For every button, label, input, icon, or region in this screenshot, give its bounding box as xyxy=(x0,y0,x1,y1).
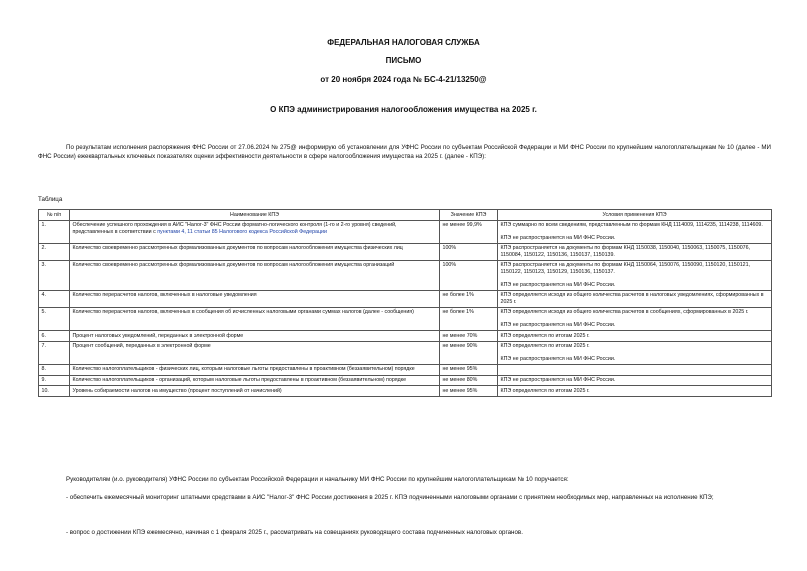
row-number: 4. xyxy=(39,290,70,307)
kpe-name xyxy=(70,331,440,342)
row-number: 1. xyxy=(39,220,70,243)
instruction-2 xyxy=(38,529,771,538)
doc-number: от 20 ноября 2024 года № БС-4-21/13250@ xyxy=(320,75,487,84)
kpe-conditions xyxy=(498,386,772,397)
condition-note: КПЭ не распространяется на МИ ФНС России. xyxy=(500,322,616,329)
kpe-value: не менее 99,9% xyxy=(440,220,498,243)
kpe-name xyxy=(70,375,440,386)
col-header-value: Значение КПЭ xyxy=(440,210,498,221)
kpe-name-text: Количество своевременно рассмотренных формализованных документов по вопросам налогообложения имущества организаций xyxy=(72,262,395,269)
kpe-name-text: Уровень собираемости налогов на имущество (процент поступлений от начислений) xyxy=(72,387,282,394)
kpe-conditions xyxy=(498,260,772,290)
kpe-name xyxy=(70,341,440,364)
kpe-name-text: Процент сообщений, переданных в электронной форме xyxy=(72,343,211,350)
condition-text: КПЭ суммарно по всем сведениям, представленным по формам КНД 1114009, 1114235, 1114238, 1114609. xyxy=(500,222,763,229)
kpe-name xyxy=(70,220,440,243)
row-number: 8. xyxy=(39,364,70,375)
col-header-num: № п/п xyxy=(39,210,70,221)
condition-note: КПЭ не распространяется на МИ ФНС России. xyxy=(500,234,616,241)
kpe-value: 100% xyxy=(440,260,498,290)
col-header-name: Наименование КПЭ xyxy=(70,210,440,221)
table-body xyxy=(39,220,772,396)
table-row xyxy=(39,386,772,397)
kpe-name xyxy=(70,307,440,330)
kpe-name-text: Количество перерасчетов налогов, включенных в сообщения об исчисленных налоговыми органами суммах налогов (далее - сообщения) xyxy=(72,309,414,316)
intro-paragraph xyxy=(38,144,771,161)
kpe-name-text: Количество перерасчетов налогов, включенных в налоговые уведомления xyxy=(72,292,257,299)
kpe-table xyxy=(38,209,772,397)
kpe-conditions xyxy=(498,243,772,260)
kpe-name-text: Процент налоговых уведомлений, переданных в электронной форме xyxy=(72,332,244,339)
kpe-name-text: Обеспечение успешного прохождения в АИС "Налог-3" ФНС России форматно-логического контроля (1-го и 2-го уровня) сведений, представленных в соответствии с xyxy=(72,222,397,235)
doc-subject: О КПЭ администрирования налогообложения имущества на 2025 г. xyxy=(270,105,537,114)
instruction-1-text: - обеспечить ежемесячный мониторинг штатными средствами в АИС "Налог-3" ФНС России достижения в 2025 г. КПЭ подчиненными налоговыми органами с принятием необходимых мер, направленных на исполнение КПЭ; xyxy=(66,494,714,501)
kpe-name xyxy=(70,290,440,307)
condition-note: КПЭ не распространяется на МИ ФНС России. xyxy=(500,281,616,288)
table-header-row xyxy=(39,210,772,221)
condition-note: КПЭ не распространяется на МИ ФНС России. xyxy=(500,355,616,362)
kpe-name xyxy=(70,386,440,397)
kpe-value: 100% xyxy=(440,243,498,260)
row-number: 9. xyxy=(39,375,70,386)
closing-text: Руководителям (и.о. руководителя) УФНС России по субъектам Российской Федерации и начальнику МИ ФНС России по крупнейшим налогоплательщикам № 10 поручается: xyxy=(66,476,569,483)
law-reference-link[interactable]: пунктами 4, 11 статьи 85 Налогового кодекса Российской Федерации xyxy=(157,228,327,235)
org-name: ФЕДЕРАЛЬНАЯ НАЛОГОВАЯ СЛУЖБА xyxy=(327,38,480,47)
kpe-conditions xyxy=(498,331,772,342)
condition-text: КПЭ определяется исходя из общего количества расчетов в налоговых уведомлениях, сформированных в 2025 г. xyxy=(500,292,764,305)
instruction-2-text: - вопрос о достижении КПЭ ежемесячно, начиная с 1 февраля 2025 г., рассматривать на совещаниях руководящего состава подчиненных налоговых органов. xyxy=(66,529,523,536)
kpe-value: не менее 70% xyxy=(440,331,498,342)
table-row xyxy=(39,220,772,243)
table-label: Таблица xyxy=(38,196,63,203)
kpe-conditions xyxy=(498,307,772,330)
condition-text: КПЭ определяется по итогам 2025 г. xyxy=(500,332,590,339)
kpe-conditions xyxy=(498,341,772,364)
kpe-conditions xyxy=(498,375,772,386)
kpe-conditions xyxy=(498,364,772,375)
table-row xyxy=(39,243,772,260)
kpe-name xyxy=(70,364,440,375)
condition-text: КПЭ определяется исходя из общего количества расчетов в сообщениях, сформированных в 2025 г. xyxy=(500,309,749,316)
condition-text: КПЭ определяется по итогам 2025 г. xyxy=(500,343,590,350)
kpe-value: не более 1% xyxy=(440,307,498,330)
condition-text: КПЭ распространяется на документы по формам КНД 1150038, 1150040, 1150063, 1150075, 1150076, 1150084, 1150122, 1150136, 1150137, 1150139. xyxy=(500,245,751,258)
row-number: 3. xyxy=(39,260,70,290)
instruction-1 xyxy=(38,494,771,503)
intro-text: По результатам исполнения распоряжения ФНС России от 27.06.2024 № 275@ информирую об установлении для УФНС России по субъектам Российской Федерации и МИ ФНС России по крупнейшим налогоплательщикам № 10 (далее - МИ ФНС России) ежеквартальных ключевых показателях оценки эффективности деятельности в сфере налогообложения имущества на 2025 г. (далее - КПЭ): xyxy=(38,144,771,160)
condition-text: КПЭ определяется по итогам 2025 г. xyxy=(500,387,590,394)
kpe-name xyxy=(70,260,440,290)
closing-paragraph xyxy=(38,476,771,485)
kpe-name-text: Количество налогоплательщиков - организаций, которым налоговые льготы предоставлены в проактивном (беззаявительном) порядке xyxy=(72,377,407,383)
table-row xyxy=(39,260,772,290)
row-number: 6. xyxy=(39,331,70,342)
kpe-name-text: Количество своевременно рассмотренных формализованных документов по вопросам налогообложения имущества физических лиц xyxy=(72,245,403,252)
table-row xyxy=(39,364,772,375)
kpe-value: не более 1% xyxy=(440,290,498,307)
table-row xyxy=(39,290,772,307)
kpe-value: не менее 95% xyxy=(440,386,498,397)
table-row xyxy=(39,341,772,364)
kpe-name xyxy=(70,243,440,260)
row-number: 7. xyxy=(39,341,70,364)
kpe-value: не менее 80% xyxy=(440,375,498,386)
kpe-conditions xyxy=(498,220,772,243)
row-number: 10. xyxy=(39,386,70,397)
table-row xyxy=(39,375,772,386)
doc-type: ПИСЬМО xyxy=(385,56,422,65)
condition-text: КПЭ не распространяется на МИ ФНС России. xyxy=(500,377,616,383)
kpe-value: не менее 90% xyxy=(440,341,498,364)
table-row xyxy=(39,331,772,342)
row-number: 5. xyxy=(39,307,70,330)
kpe-name-text: Количество налогоплательщиков - физических лиц, которым налоговые льготы предоставлены в проактивном (беззаявительном) порядке xyxy=(72,366,415,373)
kpe-conditions xyxy=(498,290,772,307)
row-number: 2. xyxy=(39,243,70,260)
condition-text: КПЭ распространяется на документы по формам КНД 1150064, 1150076, 1150090, 1150120, 1150121, 1150122, 1150123, 1150129, 1150136, 1150137. xyxy=(500,262,751,276)
table-row xyxy=(39,307,772,330)
col-header-conditions: Условия применения КПЭ xyxy=(498,210,772,221)
kpe-value: не менее 95% xyxy=(440,364,498,375)
